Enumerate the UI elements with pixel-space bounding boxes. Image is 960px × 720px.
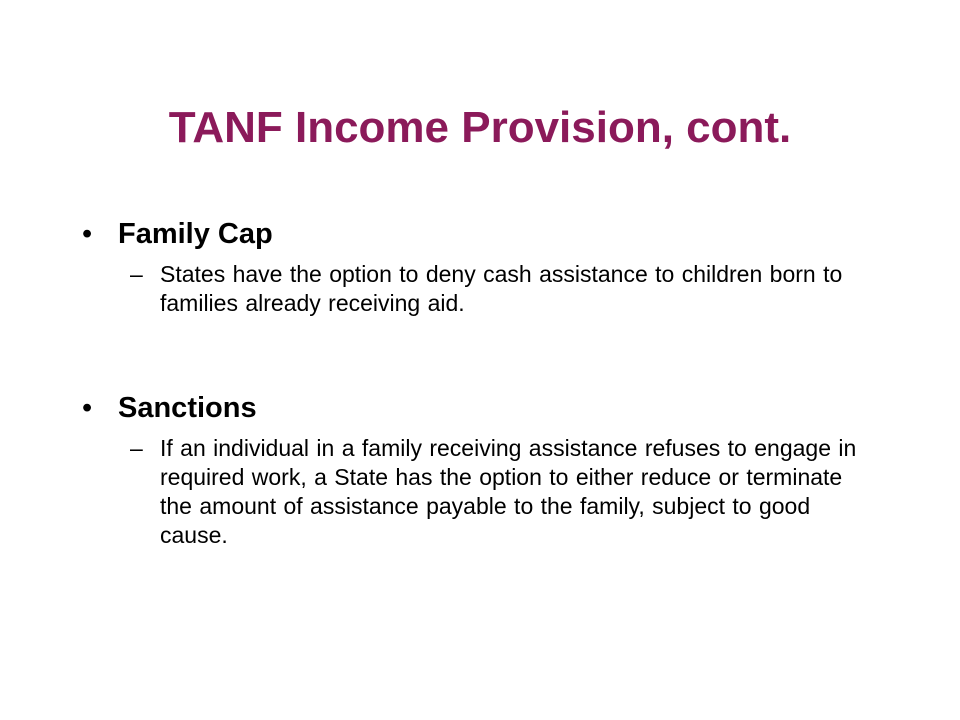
bullet-heading: Sanctions — [118, 392, 257, 424]
dash-icon: – — [130, 435, 143, 461]
dash-icon: – — [130, 261, 143, 287]
bullet-item — [82, 388, 882, 428]
bullet-heading: Family Cap — [118, 218, 273, 250]
bullet-item — [82, 214, 882, 254]
sub-bullet-item — [130, 260, 882, 318]
sub-bullet-text: If an individual in a family receiving assistance refuses to engage in required work, a State has the option to either reduce or terminate the amount of assistance payable to the family, subject to good cause. — [160, 435, 857, 548]
section-sanctions — [82, 388, 882, 550]
sub-bullet-text: States have the option to deny cash assistance to children born to families already receiving aid. — [160, 261, 843, 316]
section-family-cap — [82, 214, 882, 318]
slide-title: TANF Income Provision, cont. — [168, 103, 792, 152]
bullet-icon: • — [82, 218, 93, 250]
sub-bullet-item — [130, 434, 882, 550]
bullet-icon: • — [82, 392, 93, 424]
